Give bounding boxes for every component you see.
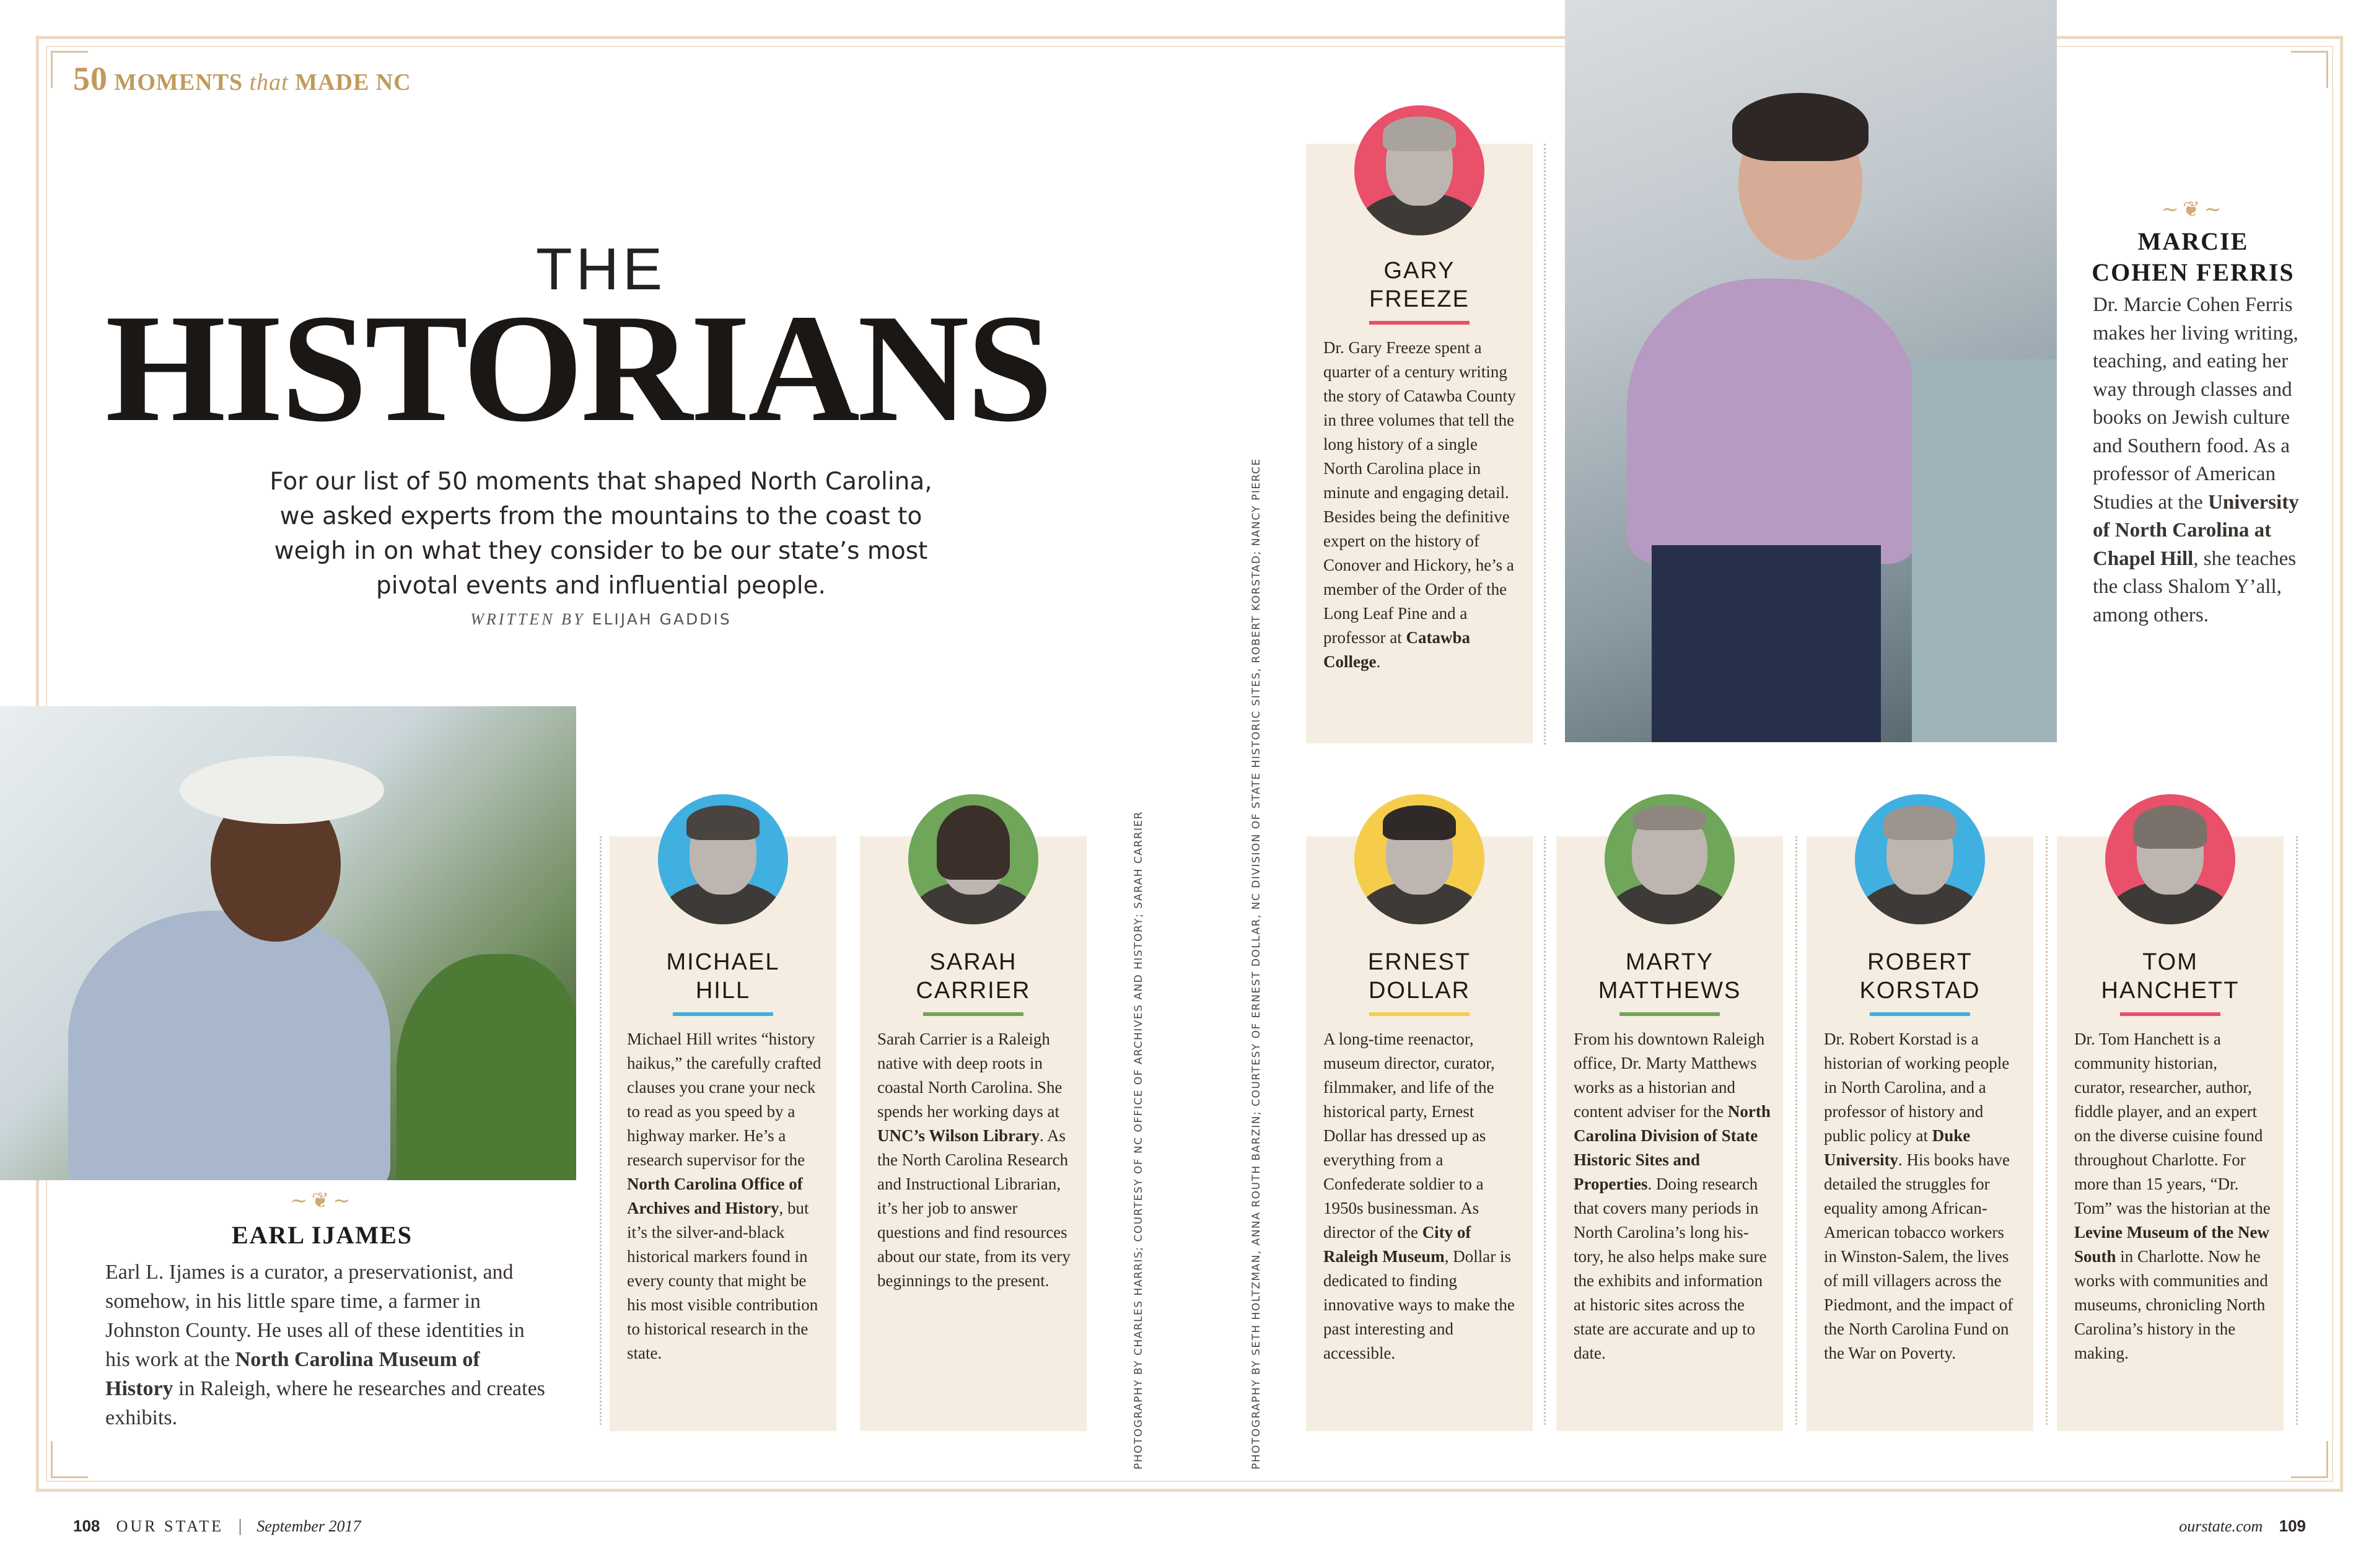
profile-card-marty-matthews <box>1556 836 1783 1431</box>
earl-hat <box>180 756 384 824</box>
profile-bio-text: . <box>1376 652 1381 671</box>
profile-last-name: KORSTAD <box>1859 978 1981 1004</box>
profile-bio <box>627 1027 824 1365</box>
profile-bio-text: , Dollar is dedicated to finding innovative ways to make the past interesting and accessible. <box>1323 1247 1515 1362</box>
profile-first-name: GARY <box>1383 258 1455 284</box>
profile-last-name: CARRIER <box>916 978 1031 1004</box>
page-number-left: 108 <box>73 1517 100 1535</box>
profile-name <box>2057 948 2284 1005</box>
column-divider <box>1795 836 1797 1425</box>
name-underline <box>1369 321 1470 325</box>
name-underline <box>1870 1012 1970 1016</box>
dek-text: For our list of 50 moments that shaped North Carolina, we asked experts from the mountains to the coast to weigh in on what they consider to be our state’s most pivotal events and influential people. <box>269 468 932 600</box>
marcie-name-line: MARCIE <box>2137 227 2249 255</box>
profile-first-name: MARTY <box>1625 949 1714 975</box>
profile-bio-institution: North Carolina Division of State Historic Sites and Properties <box>1574 1102 1771 1193</box>
portrait-hair <box>1383 116 1456 151</box>
name-underline <box>673 1012 773 1016</box>
footer-separator: | <box>237 1517 243 1536</box>
profile-first-name: TOM <box>2142 949 2198 975</box>
profile-bio <box>877 1027 1074 1293</box>
page-number-right: 109 <box>2279 1517 2306 1535</box>
footer-left <box>73 1517 361 1536</box>
marcie-bio-text: Dr. Marcie Cohen Ferris makes her living writing, teaching, and eating her way through classes and books on Jewish culture and Southern food. As a professor of American Studies at the <box>2093 294 2298 514</box>
profile-card-michael-hill <box>610 836 836 1431</box>
earl-ijames-photo <box>0 706 576 1180</box>
marcie-cohen-ferris-photo <box>1565 0 2057 742</box>
frame-corner-ornament <box>51 1441 88 1478</box>
website-link[interactable]: ourstate.com <box>2179 1517 2263 1535</box>
profile-bio <box>1574 1027 1771 1365</box>
profile-bio-text: Michael Hill writes “history haikus,” the carefully crafted clauses you crane your neck to read as you speed by a highway marker. He’s a research supervisor for the <box>627 1030 821 1169</box>
marcie-bio-text: , she teaches the class Shalom Y’all, among others. <box>2093 547 2297 626</box>
ernest-dollar-portrait <box>1354 794 1484 924</box>
portrait-hair <box>1883 805 1956 840</box>
column-divider <box>2046 836 2048 1425</box>
flourish-divider: ~❦~ <box>2161 197 2225 222</box>
palm-foliage <box>396 954 576 1180</box>
profile-last-name: HANCHETT <box>2101 978 2240 1004</box>
profile-bio-text: Dr. Gary Freeze spent a quarter of a century writing the story of Catawba County in three volumes that tell the long history of a single North Carolina place in minute and engaging detail. Besides being the definitive expert on the history of Conover and Hickory, he’s a member of the Order of the Long Leaf Pine and a professor at <box>1323 338 1516 647</box>
profile-bio-text: . As the North Carolina Research and Instructional Librarian, it’s her job to answer questions and find resources about our state, from its very beginnings to the present. <box>877 1126 1071 1290</box>
name-underline <box>923 1012 1023 1016</box>
profile-name <box>1807 948 2033 1005</box>
profile-bio-text: A long-time reenactor, museum director, curator, filmmaker, and life of the historical party, Ernest Dollar has dressed up as everything from a Confederate soldier to a 1950s businessman. As director of the <box>1323 1030 1495 1242</box>
footer-right <box>2179 1517 2306 1536</box>
profile-bio-institution: City of Raleigh Museum <box>1323 1223 1471 1266</box>
profile-last-name: FREEZE <box>1369 286 1470 312</box>
marcie-bio-institution: University of North Carolina at Chapel Hill <box>2093 491 2299 570</box>
name-underline <box>1619 1012 1720 1016</box>
profile-name <box>1306 256 1533 313</box>
profile-bio-text: Sarah Carrier is a Raleigh native with deep roots in coastal North Carolina. She spends her working days at <box>877 1030 1062 1121</box>
name-underline <box>1369 1012 1470 1016</box>
column-divider <box>2296 836 2298 1425</box>
earl-name: EARL IJAMES <box>231 1221 413 1249</box>
byline-prefix: WRITTEN BY <box>470 610 585 628</box>
gary-freeze-portrait <box>1354 105 1484 235</box>
earl-bio <box>105 1258 551 1432</box>
profile-last-name: HILL <box>695 978 751 1004</box>
profile-bio-text: . His books have detailed the struggles for equality among African-American tobacco workers in Winston-Salem, the lives of mill villagers across the Piedmont, and the impact of the North Carolina Fund on the War on Poverty. <box>1824 1150 2013 1362</box>
headline-title: HISTORIANS <box>105 283 1051 454</box>
series-word-italic: that <box>249 69 289 95</box>
marty-matthews-portrait <box>1605 794 1735 924</box>
earl-silhouette <box>68 911 390 1180</box>
profile-bio-text: From his downtown Raleigh office, Dr. Marty Matthews works as a historian and content adviser for the <box>1574 1030 1765 1121</box>
profile-name <box>1306 948 1533 1005</box>
profile-last-name: MATTHEWS <box>1598 978 1742 1004</box>
profile-bio <box>1323 336 1520 674</box>
series-word: MADE NC <box>295 69 411 95</box>
profile-bio-text: Dr. Tom Hanchett is a community historian, curator, researcher, author, fiddle player, and an expert on the diverse cuisine found throughout Charlotte. For more than 15 years, “Dr. Tom” was the historian at the <box>2074 1030 2271 1217</box>
photo-credit-left: PHOTOGRAPHY BY CHARLES HARRIS; COURTESY OF NC OFFICE OF ARCHIVES AND HISTORY; SARAH CARRIER <box>1133 810 1145 1469</box>
michael-hill-portrait <box>658 794 788 924</box>
portrait-hair <box>1383 805 1456 840</box>
byline-author: ELIJAH GADDIS <box>592 610 732 628</box>
profile-bio <box>1323 1027 1520 1365</box>
byline <box>260 610 942 629</box>
frame-corner-ornament <box>2291 1441 2328 1478</box>
tom-hanchett-portrait <box>2105 794 2235 924</box>
name-underline <box>2120 1012 2220 1016</box>
marcie-top <box>1627 279 1918 564</box>
series-tag <box>73 59 411 98</box>
profile-card-robert-korstad <box>1807 836 2033 1431</box>
profile-first-name: ERNEST <box>1367 949 1471 975</box>
earl-bio-text: in Raleigh, where he researches and creates exhibits. <box>105 1377 545 1429</box>
marcie-bio <box>2093 291 2310 629</box>
display-case <box>1912 359 2057 742</box>
earl-bio-text: Earl L. Ijames is a curator, a preservationist, and somehow, in his little spare time, a farmer in Johnston County. He uses all of these identities in his work at the <box>105 1261 525 1371</box>
profile-bio-institution: North Carolina Office of Archives and History <box>627 1175 803 1217</box>
marcie-name <box>2069 226 2317 288</box>
sarah-carrier-portrait <box>908 794 1038 924</box>
profile-bio <box>1824 1027 2021 1365</box>
marcie-hair <box>1732 93 1869 161</box>
profile-last-name: DOLLAR <box>1368 978 1471 1004</box>
earl-bio-institution: North Carolina Museum of History <box>105 1348 480 1400</box>
profile-bio <box>2074 1027 2271 1365</box>
portrait-hair <box>1633 805 1706 830</box>
profile-first-name: SARAH <box>929 949 1017 975</box>
portrait-hair <box>686 805 760 840</box>
column-divider <box>1544 836 1546 1425</box>
profile-name <box>1556 948 1783 1005</box>
photo-credit-right: PHOTOGRAPHY BY SETH HOLTZMAN, ANNA ROUTH BARZIN; COURTESY OF ERNEST DOLLAR, NC DIVISION OF STATE HISTORIC SITES, ROBERT KORSTAD; NANCY PIERCE <box>1250 458 1263 1469</box>
profile-bio-text: , but it’s the silver-and-black historical markers found in every county that might be his most visible contribution to historical research in the state. <box>627 1199 818 1362</box>
profile-bio-text: in Charlotte. Now he works with communities and museums, chronicling North Carolina’s history in the making. <box>2074 1247 2268 1362</box>
profile-card-tom-hanchett <box>2057 836 2284 1431</box>
profile-bio-institution: Duke University <box>1824 1126 1971 1169</box>
series-word: MOMENTS <box>114 69 243 95</box>
marcie-name-line: COHEN FERRIS <box>2092 258 2295 286</box>
series-number: 50 <box>73 60 108 97</box>
portrait-hair <box>937 805 1010 880</box>
profile-name <box>610 948 836 1005</box>
profile-first-name: MICHAEL <box>666 949 780 975</box>
profile-bio-institution: UNC’s Wilson Library <box>877 1126 1040 1145</box>
profile-bio-institution: Levine Museum of the New South <box>2074 1223 2269 1266</box>
profile-card-ernest-dollar <box>1306 836 1533 1431</box>
issue-date: September 2017 <box>256 1517 361 1535</box>
flourish-divider: ~❦~ <box>290 1188 354 1213</box>
column-divider <box>600 836 602 1425</box>
column-divider <box>1544 144 1546 745</box>
profile-bio-institution: Catawba College <box>1323 628 1470 671</box>
profile-bio-text: . Doing research that covers many periods in North Carolina’s long history, he also helps make sure the exhibits and information at historic sites across the state are accurate and up to date. <box>1574 1175 1767 1362</box>
robert-korstad-portrait <box>1855 794 1985 924</box>
frame-corner-ornament <box>2291 51 2328 88</box>
magazine-name: OUR STATE <box>116 1517 224 1535</box>
profile-card-sarah-carrier <box>860 836 1087 1431</box>
portrait-hair <box>2134 805 2207 849</box>
headline-kicker: THE <box>536 236 666 302</box>
profile-bio-text: Dr. Robert Korstad is a historian of working people in North Carolina, and a professor of history and public policy at <box>1824 1030 2010 1145</box>
profile-name <box>860 948 1087 1005</box>
marcie-pants <box>1652 545 1881 742</box>
profile-first-name: ROBERT <box>1867 949 1973 975</box>
